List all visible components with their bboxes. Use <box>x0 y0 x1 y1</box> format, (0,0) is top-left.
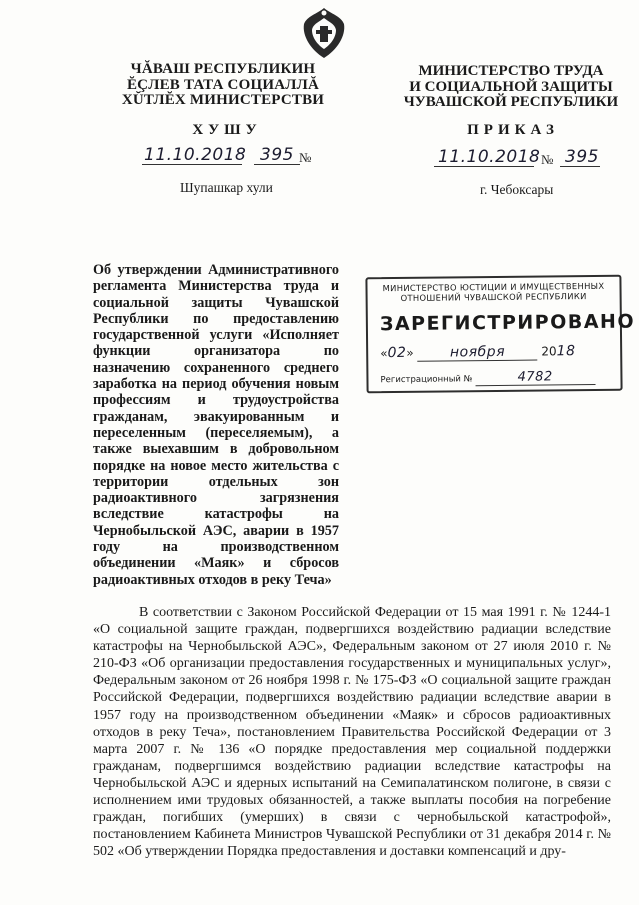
order-date-right: 11.10.2018 <box>438 147 541 167</box>
order-word-chuvash: ХУШУ <box>192 122 262 138</box>
stamp-day: 02 <box>387 344 407 362</box>
date-line-left <box>142 164 242 165</box>
ministry-name-line: ЧĂВАШ РЕСПУБЛИКИН <box>130 61 316 77</box>
ministry-name-line: ХŬТЛĔХ МИНИСТЕРСТВИ <box>121 92 325 108</box>
stamp-month: ноября <box>417 344 537 362</box>
number-sign-right: № <box>541 152 554 167</box>
stamp-header-line: ОТНОШЕНИЙ ЧУВАШСКОЙ РЕСПУБЛИКИ <box>400 291 587 303</box>
body-paragraph: В соответствии с Законом Российской Федерации от 15 мая 1991 г. № 1244-1 «О социальной защите граждан, подвергшихся воздействию радиации вследствие катастрофы на Чернобыльской АЭС», Федеральным законом от 27 июля 2010 г. № 210-ФЗ «Об организации предоставления государственных и муниципальных услуг», Федеральным законом от 26 ноября 1998 г. № 175-ФЗ «О социальной защите граждан Российской Федерации, подвергшихся воздействию радиации вследствие аварии в 1957 году на производственном объединении «Маяк» и сбросов радиоактивных отходов в реку Теча», постановлением Правительства Российской Федерации от 3 марта 2007 г. № 136 «О порядке предоставления мер социальной поддержки гражданам, подвергшимся воздействию радиации вследствие катастрофы на Чернобыльской АЭС и ядерных испытаний на Семипалатинском полигоне, в связи с исполнением ими трудовых обязанностей, а также выплаты пособия на погребение граждан, погибших (умерших) в связи с чернобыльской катастрофой», постановлением Кабинета Министров Чувашской Республики от 31 декабря 2014 г. № 502 «Об утверждении Порядка предоставления и доставки компенсаций и дру- <box>93 605 611 860</box>
date-line-right <box>434 166 534 167</box>
order-number-left: 395 <box>260 145 294 165</box>
order-word-russian: ПРИКАЗ <box>467 122 559 138</box>
city-russian: г. Чебоксары <box>480 182 554 197</box>
order-number-right: 395 <box>565 147 599 167</box>
ministry-name-line: МИНИСТЕРСТВО ТРУДА <box>418 63 604 79</box>
document-title: Об утверждении Административного регламента Министерства труда и социальной защиты Чувашской Республики по предоставлению государственной услуги «Исполняет функции организатора по назначению сохраненного среднего заработка на период обучения новым профессиям и трудоустройства гражданам, эвакуированным и переселенным (переселяемым), а также выехавшим в добровольном порядке на новое место жительства с территории отдельных зон радиоактивного загрязнения вследствие катастрофы на Чернобыльской АЭС, аварии в 1957 году на производственном объединении «Маяк» и сбросов радиоактивных отходов в реку Теча» <box>93 262 339 588</box>
number-line-left <box>254 164 300 165</box>
ministry-name-line: ЧУВАШСКОЙ РЕСПУБЛИКИ <box>403 94 619 110</box>
registration-stamp <box>365 275 636 394</box>
stamp-year-suffix: 18 <box>556 343 576 360</box>
coat-of-arms-emblem <box>301 6 347 60</box>
number-sign-left: № <box>299 150 312 165</box>
stamp-status: ЗАРЕГИСТРИРОВАНО <box>379 310 636 336</box>
stamp-reg-label: Регистрационный № <box>380 374 473 386</box>
stamp-date: «02» ноября 2018 <box>380 343 576 362</box>
ministry-name-line: ĔÇЛЕВ ТАТА СОЦИАЛЛĂ <box>126 76 320 93</box>
stamp-year-prefix: 20 <box>541 344 557 359</box>
number-line-right <box>560 166 600 167</box>
stamp-registration <box>380 369 595 387</box>
ministry-name-line: И СОЦИАЛЬНОЙ ЗАЩИТЫ <box>409 78 613 95</box>
stamp-header <box>367 281 619 304</box>
city-chuvash: Шупашкар хули <box>180 180 273 195</box>
document-body <box>93 604 611 860</box>
stamp-header-line: МИНИСТЕРСТВО ЮСТИЦИИ И ИМУЩЕСТВЕННЫХ <box>382 280 605 294</box>
stamp-reg-number: 4782 <box>475 369 595 386</box>
ministry-name-chuvash <box>118 62 328 109</box>
order-date-left: 11.10.2018 <box>144 145 247 165</box>
ministry-name-russian <box>400 64 622 111</box>
